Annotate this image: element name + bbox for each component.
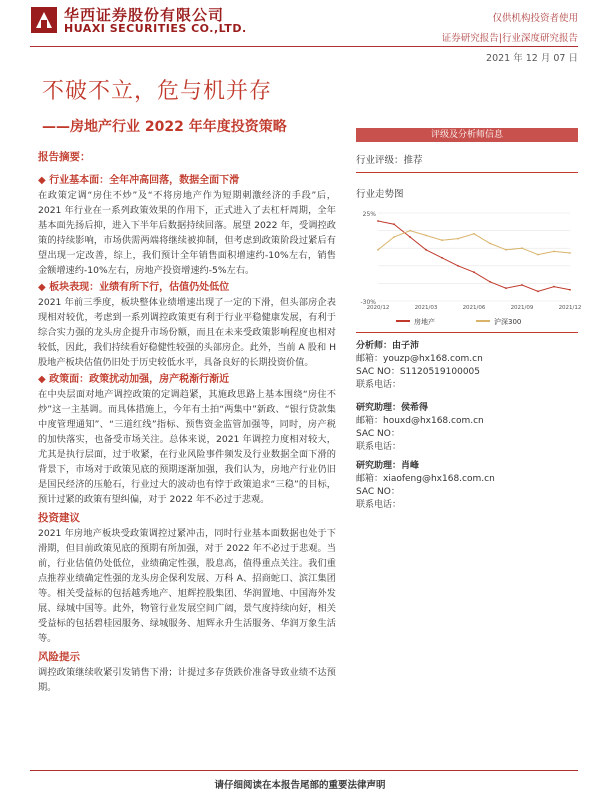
data-point: [553, 286, 555, 288]
data-point: [409, 230, 411, 232]
industry-rating: 行业评级：推荐: [356, 155, 423, 166]
data-point: [505, 287, 507, 289]
analyst-name: 分析师：由子沛: [356, 341, 420, 351]
assistant-phone: 联系电话：: [356, 442, 402, 452]
assistant-sac: SAC NO：: [356, 487, 400, 497]
report-date: 2021 年 12 月 07 日: [486, 53, 578, 64]
bullet-heading: ◆ 行业基本面：全年冲高回落，数据全面下滑: [38, 175, 240, 186]
x-tick-label: 2021/09: [510, 305, 534, 311]
data-point: [489, 281, 491, 283]
report-type: 证券研究报告|行业深度研究报告: [441, 33, 578, 44]
legend-label: 房地产: [414, 318, 435, 326]
analyst-contact: [356, 340, 578, 392]
bullet-text: 在政策定调“房住不炒”及“不将房地产作为短期刺激经济的手段”后，2021 年行业在一系列政策效果的作用下，正式进入了去杠杆周期，全年基本面先扬后抑，进入下半年后数据持续回落。展望 2022 年，受调控政策的持续影响，市场供需两端将继续被抑制，但考虑到政策阶段过紧后有望出现一定改善，综上，我们预计全年销售面积增速约-10%左右，销售金额增速约-10%左右，房地产投资增速约-5%左右。: [38, 190, 336, 276]
data-point: [377, 220, 379, 222]
report-body: [38, 150, 336, 695]
x-tick-label: 2020/12: [366, 305, 390, 311]
y-tick-label: -30%: [360, 299, 376, 306]
data-point: [441, 239, 443, 241]
assistant-email[interactable]: 邮箱：houxd@hx168.com.cn: [356, 416, 484, 426]
x-tick-label: 2021/06: [462, 305, 486, 311]
bullet-text: 2021 年前三季度，板块整体业绩增速出现了一定的下滑，但头部房企表现相对较优，考虑到一系列调控政策更有利于行业平稳健康发展，有利于综合实力强的龙头房企提升市场份额，而且在未来受政策影响程度也相对较低，因此，我们持续看好稳健性较强的头部房企。此外，当前 A 股和 H 股地产板块估值仍旧处于历史较低水平，具备良好的长期投资价值。: [38, 297, 336, 368]
bullet-heading: ◆ 板块表现：业绩有所下行，估值仍处低位: [38, 282, 230, 293]
sidebar-divider: [356, 172, 578, 173]
bullet-heading: ◆ 政策面：政策扰动加强，房产税渐行渐近: [38, 374, 230, 385]
data-point: [569, 252, 571, 254]
page-subtitle: ——房地产行业 2022 年年度投资策略: [42, 119, 287, 135]
legal-notice[interactable]: 请仔细阅读在本报告尾部的重要法律声明: [214, 780, 386, 791]
bullet-text: 在中央层面对地产调控政策的定调趋紧，其施政思路上基本围绕“房住不炒”这一主基调。而具体措施上，今年有土拍“两集中”新政、“银行贷款集中度管理通知”、“三道红线”指标、预售资金监管加强等，同时，房产税的加快落实，也备受市场关注。总体来说，2021 年调控力度相对较大，尤其是执行层面，过于收紧，在行业风险事件频发及行业数据全面下滑的背景下，市场对于政策见底的预期逐渐加强，我们认为，房地产行业仍旧是国民经济的压舱石，行业过大的波动也有悖于政策追求“三稳”的目标，预计过紧的政策有望纠偏，对于 2022 年不必过于悲观。: [38, 389, 336, 505]
data-point: [473, 271, 475, 273]
assistant-name: 研究助理：肖峰: [356, 461, 420, 471]
risk-heading: 风险提示: [38, 651, 80, 663]
header-rule: [30, 46, 578, 47]
summary-bullet: [38, 280, 336, 370]
summary-bullet: [38, 372, 336, 507]
chart-title: 行业走势图: [356, 189, 404, 200]
assistant-name: 研究助理：侯希得: [356, 403, 429, 413]
assistant-phone: 联系电话：: [356, 500, 402, 510]
footer-rule: [30, 770, 578, 771]
investment-heading: 投资建议: [38, 512, 80, 524]
data-point: [441, 257, 443, 259]
data-point: [393, 236, 395, 238]
page-title: 不破不立，危与机并存: [42, 79, 273, 104]
data-point: [473, 233, 475, 235]
data-point: [537, 291, 539, 293]
analyst-sac: SAC NO：S1120519100005: [356, 367, 480, 377]
risk-text: 调控政策继续收紧引发销售下滑；计提过多存货跌价准备导致业绩不达预期。: [38, 667, 336, 693]
investment-text: 2021 年房地产板块受政策调控过紧冲击，同时行业基本面数据也处于下滑期，但目前政策见底的预期有所加强，对于 2022 年不必过于悲观。当前，行业估值仍处低位，业绩确定性强，股息高，值得重点关注。我们重点推荐业绩确定性强的龙头房企保利发展、万科 A、招商蛇口、滨江集团等。相关受益标的包括越秀地产、旭辉控股集团、华润置地、中国海外发展、绿城中国等。此外，物管行业发展空间广阔，景气度持续向好，相关受益标的包括碧桂园服务、绿城服务、旭辉永升生活服务、华润万象生活等。: [38, 528, 336, 644]
legend-label: 沪深300: [494, 318, 522, 326]
x-tick-label: 2021/12: [558, 305, 582, 311]
data-point: [425, 249, 427, 251]
data-point: [505, 249, 507, 251]
huaxi-logo: [30, 6, 58, 34]
data-point: [457, 238, 459, 240]
y-tick-label: 25%: [362, 211, 376, 218]
industry-trend-chart: [356, 205, 582, 330]
company-name-en: HUAXI SECURITIES CO.,LTD.: [64, 22, 247, 35]
assistant-contact: [356, 460, 578, 512]
assistant-sac: SAC NO：: [356, 429, 400, 439]
data-point: [377, 249, 379, 251]
analyst-email[interactable]: 邮箱：youzp@hx168.com.cn: [356, 354, 483, 364]
summary-heading: 报告摘要：: [38, 151, 91, 163]
data-point: [489, 243, 491, 245]
data-point: [521, 247, 523, 249]
assistant-contact: [356, 402, 578, 454]
data-point: [393, 223, 395, 225]
data-point: [409, 236, 411, 238]
data-point: [553, 251, 555, 253]
data-point: [569, 289, 571, 291]
data-point: [457, 265, 459, 267]
sidebar-divider: [356, 332, 578, 333]
data-point: [521, 284, 523, 286]
data-point: [537, 254, 539, 256]
data-point: [425, 235, 427, 237]
sidebar-title-bar: 评级及分析师信息: [356, 128, 578, 142]
company-name-cn: 华西证券股份有限公司: [64, 6, 225, 24]
summary-bullet: [38, 173, 336, 278]
audience-note: 仅供机构投资者使用: [492, 13, 578, 24]
analyst-phone: 联系电话：: [356, 380, 402, 390]
x-tick-label: 2021/03: [414, 305, 438, 311]
assistant-email[interactable]: 邮箱：xiaofeng@hx168.com.cn: [356, 474, 495, 484]
